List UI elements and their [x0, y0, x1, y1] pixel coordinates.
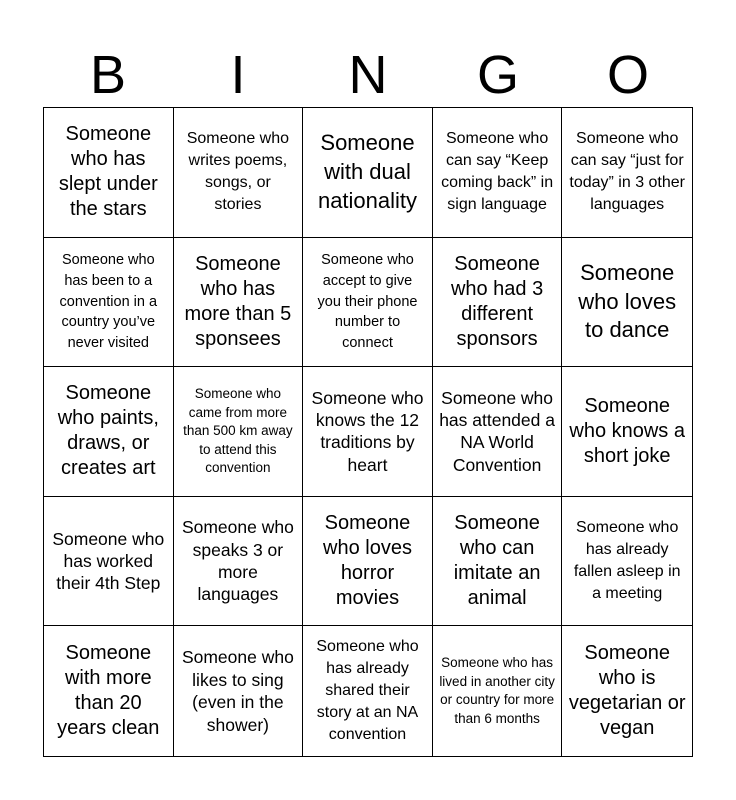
bingo-cell[interactable]	[44, 626, 174, 756]
cell-text: Someone who has more than 5 sponsees	[184, 252, 292, 350]
cell-text: Someone who came from more than 500 km away to attend this convention	[183, 385, 293, 476]
cell-text: Someone who has already fallen asleep in a meeting	[573, 519, 681, 602]
bingo-cell[interactable]	[174, 626, 304, 756]
cell-text: Someone who speaks 3 or more languages	[181, 517, 294, 605]
cell-text: Someone who loves to dance	[578, 260, 677, 343]
cell-text: Someone who likes to sing (even in the shower)	[181, 647, 294, 735]
cell-text: Someone who has worked their 4th Step	[52, 528, 165, 594]
cell-text: Someone who can say “Keep coming back” in sign language	[441, 130, 554, 214]
cell-text: Someone who knows the 12 traditions by heart	[311, 387, 424, 475]
header-letter-b: B	[89, 45, 127, 105]
bingo-cell[interactable]	[562, 108, 692, 238]
cell-text: Someone who can say “just for today” in 3 other languages	[569, 130, 685, 214]
cell-text: Someone who has lived in another city or country for more than 6 months	[439, 654, 555, 726]
bingo-grid	[43, 107, 693, 757]
cell-text: Someone who has slept under the stars	[58, 123, 158, 221]
header-letter-g: G	[476, 45, 519, 105]
cell-text: Someone who accept to give you their phone number to connect	[317, 252, 418, 351]
cell-text: Someone who loves horror movies	[323, 512, 412, 610]
bingo-cell[interactable]	[433, 626, 563, 756]
cell-text: Someone who has attended a NA World Convention	[439, 387, 555, 475]
bingo-cell[interactable]	[303, 497, 433, 627]
bingo-cell[interactable]	[433, 108, 563, 238]
bingo-cell[interactable]	[174, 497, 304, 627]
header-letter-i: I	[230, 45, 246, 105]
cell-text: Someone who has been to a convention in a country you’ve never visited	[59, 252, 158, 351]
bingo-cell[interactable]	[44, 367, 174, 497]
cell-text: Someone who knows a short joke	[569, 394, 685, 467]
bingo-cell[interactable]	[303, 367, 433, 497]
bingo-cell[interactable]	[303, 626, 433, 756]
bingo-cell[interactable]	[44, 497, 174, 627]
bingo-cell[interactable]	[44, 238, 174, 368]
bingo-cell[interactable]	[303, 108, 433, 238]
cell-text: Someone with dual nationality	[317, 130, 418, 213]
bingo-cell[interactable]	[174, 367, 304, 497]
bingo-cell[interactable]	[44, 108, 174, 238]
bingo-cell[interactable]	[174, 238, 304, 368]
bingo-cell[interactable]	[433, 367, 563, 497]
bingo-cell[interactable]	[303, 238, 433, 368]
cell-text: Someone who has already shared their story at an NA convention	[316, 638, 419, 744]
bingo-cell[interactable]	[433, 238, 563, 368]
bingo-header	[43, 44, 693, 106]
bingo-cell[interactable]	[562, 497, 692, 627]
cell-text: Someone who paints, draws, or creates art	[57, 382, 159, 480]
cell-text: Someone who is vegetarian or vegan	[568, 642, 686, 740]
cell-text: Someone with more than 20 years clean	[57, 642, 160, 740]
bingo-cell[interactable]	[562, 367, 692, 497]
cell-text: Someone who had 3 different sponsors	[450, 252, 544, 350]
bingo-cell[interactable]	[433, 497, 563, 627]
bingo-cell[interactable]	[562, 238, 692, 368]
bingo-cell[interactable]	[174, 108, 304, 238]
header-letter-o: O	[606, 45, 649, 105]
bingo-cell[interactable]	[562, 626, 692, 756]
cell-text: Someone who can imitate an animal	[453, 512, 541, 610]
header-letter-n: N	[348, 45, 388, 105]
cell-text: Someone who writes poems, songs, or stories	[186, 130, 290, 214]
